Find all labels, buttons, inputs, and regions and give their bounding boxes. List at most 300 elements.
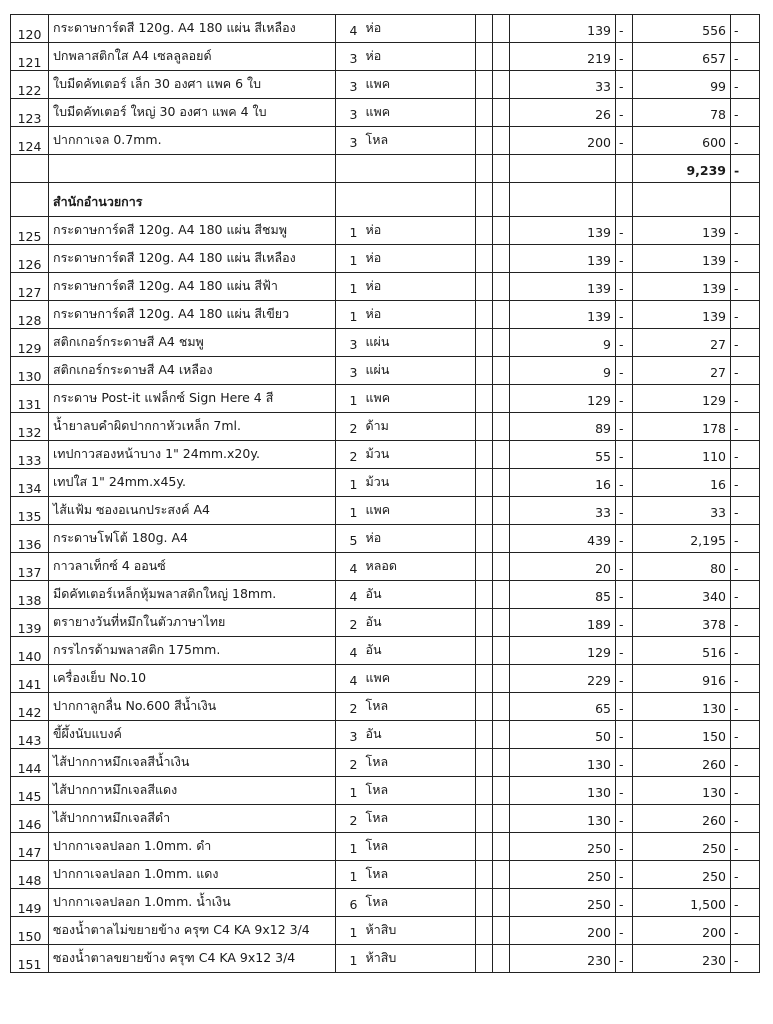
total-dash: - xyxy=(731,553,760,581)
item-description: กระดาษการ์ดสี 120g. A4 180 แผ่น สีชมพู xyxy=(49,217,336,245)
item-total: 27 xyxy=(633,357,731,385)
item-quantity: 1 xyxy=(336,469,364,497)
item-number: 132 xyxy=(11,413,49,441)
document-sheet xyxy=(10,14,760,973)
empty-cell xyxy=(493,665,510,693)
item-unit: ห้าสิบ xyxy=(364,945,476,973)
item-total: 139 xyxy=(633,301,731,329)
item-quantity: 3 xyxy=(336,357,364,385)
item-unit: ห่อ xyxy=(364,301,476,329)
empty-cell xyxy=(476,497,493,525)
item-unit: โหล xyxy=(364,749,476,777)
table-row xyxy=(11,721,760,749)
price-dash: - xyxy=(616,665,633,693)
item-unit-price: 139 xyxy=(510,245,616,273)
item-unit: ห้าสิบ xyxy=(364,917,476,945)
item-total: 139 xyxy=(633,245,731,273)
empty-cell xyxy=(476,665,493,693)
table-row xyxy=(11,329,760,357)
supply-table xyxy=(10,14,760,973)
item-quantity: 1 xyxy=(336,273,364,301)
item-total: 556 xyxy=(633,15,731,43)
total-dash: - xyxy=(731,413,760,441)
item-unit-price: 85 xyxy=(510,581,616,609)
item-total: 250 xyxy=(633,861,731,889)
item-description: เทปใส 1" 24mm.x45y. xyxy=(49,469,336,497)
item-description: น้ำยาลบคำผิดปากกาหัวเหล็ก 7ml. xyxy=(49,413,336,441)
section-title: สำนักอำนวยการ xyxy=(49,183,336,217)
item-unit: อัน xyxy=(364,637,476,665)
item-unit-price: 219 xyxy=(510,43,616,71)
empty-cell xyxy=(476,15,493,43)
table-row xyxy=(11,71,760,99)
total-dash: - xyxy=(731,273,760,301)
total-dash: - xyxy=(731,99,760,127)
item-quantity: 1 xyxy=(336,777,364,805)
item-quantity: 2 xyxy=(336,609,364,637)
item-description: ตรายางวันที่หมึกในตัวภาษาไทย xyxy=(49,609,336,637)
item-total: 80 xyxy=(633,553,731,581)
item-description: เครื่องเย็บ No.10 xyxy=(49,665,336,693)
price-dash: - xyxy=(616,777,633,805)
table-row xyxy=(11,861,760,889)
item-description: ซองน้ำตาลขยายข้าง ครุฑ C4 KA 9x12 3/4 xyxy=(49,945,336,973)
item-quantity: 3 xyxy=(336,721,364,749)
price-dash: - xyxy=(616,609,633,637)
item-quantity: 5 xyxy=(336,525,364,553)
item-unit-price: 33 xyxy=(510,71,616,99)
total-dash: - xyxy=(731,469,760,497)
item-number: 124 xyxy=(11,127,49,155)
item-unit-price: 230 xyxy=(510,945,616,973)
item-unit: ห่อ xyxy=(364,43,476,71)
empty-cell xyxy=(476,805,493,833)
item-quantity: 6 xyxy=(336,889,364,917)
item-unit-price: 16 xyxy=(510,469,616,497)
item-unit: ห่อ xyxy=(364,217,476,245)
price-dash: - xyxy=(616,721,633,749)
item-number: 121 xyxy=(11,43,49,71)
item-number: 147 xyxy=(11,833,49,861)
item-unit: แพค xyxy=(364,385,476,413)
empty-cell xyxy=(476,693,493,721)
item-unit-price: 200 xyxy=(510,917,616,945)
item-description: เทปกาวสองหน้าบาง 1" 24mm.x20y. xyxy=(49,441,336,469)
item-total: 139 xyxy=(633,217,731,245)
total-dash: - xyxy=(731,525,760,553)
item-unit: แผ่น xyxy=(364,329,476,357)
item-number: 137 xyxy=(11,553,49,581)
table-row xyxy=(11,581,760,609)
item-total: 340 xyxy=(633,581,731,609)
item-unit-price: 130 xyxy=(510,805,616,833)
item-description: ปากกาเจลปลอก 1.0mm. แดง xyxy=(49,861,336,889)
empty-cell xyxy=(476,945,493,973)
item-number: 127 xyxy=(11,273,49,301)
item-unit: โหล xyxy=(364,127,476,155)
price-dash: - xyxy=(616,273,633,301)
empty-cell xyxy=(493,329,510,357)
total-dash: - xyxy=(731,385,760,413)
item-quantity: 2 xyxy=(336,413,364,441)
item-quantity: 3 xyxy=(336,99,364,127)
item-description: ใบมีดคัทเตอร์ ใหญ่ 30 องศา แพค 4 ใบ xyxy=(49,99,336,127)
item-total: 130 xyxy=(633,693,731,721)
empty-cell xyxy=(476,833,493,861)
total-dash: - xyxy=(731,609,760,637)
item-total: 130 xyxy=(633,777,731,805)
item-number: 140 xyxy=(11,637,49,665)
price-dash: - xyxy=(616,497,633,525)
item-quantity: 2 xyxy=(336,805,364,833)
total-dash: - xyxy=(731,71,760,99)
item-description: ไส้แฟ้ม ซองอเนกประสงค์ A4 xyxy=(49,497,336,525)
table-row xyxy=(11,665,760,693)
table-row xyxy=(11,609,760,637)
total-dash: - xyxy=(731,127,760,155)
item-unit: แพค xyxy=(364,665,476,693)
item-description: ไส้ปากกาหมึกเจลสีดำ xyxy=(49,805,336,833)
empty-cell xyxy=(476,469,493,497)
empty-cell xyxy=(476,217,493,245)
empty-cell xyxy=(493,217,510,245)
price-dash: - xyxy=(616,385,633,413)
empty-cell xyxy=(493,127,510,155)
empty-cell xyxy=(476,71,493,99)
item-unit: ด้าม xyxy=(364,413,476,441)
item-description: ปากกาเจลปลอก 1.0mm. ดำ xyxy=(49,833,336,861)
item-total: 2,195 xyxy=(633,525,731,553)
item-quantity: 3 xyxy=(336,127,364,155)
item-unit-price: 250 xyxy=(510,889,616,917)
empty-cell xyxy=(476,889,493,917)
empty-cell xyxy=(493,441,510,469)
empty-cell xyxy=(493,301,510,329)
item-number: 151 xyxy=(11,945,49,973)
price-dash: - xyxy=(616,217,633,245)
item-unit: ห่อ xyxy=(364,273,476,301)
total-dash: - xyxy=(731,917,760,945)
total-dash: - xyxy=(731,245,760,273)
item-unit: อัน xyxy=(364,581,476,609)
item-quantity: 1 xyxy=(336,301,364,329)
item-number: 139 xyxy=(11,609,49,637)
empty-cell xyxy=(476,917,493,945)
total-dash: - xyxy=(731,497,760,525)
empty-cell xyxy=(493,861,510,889)
item-number: 149 xyxy=(11,889,49,917)
item-total: 178 xyxy=(633,413,731,441)
price-dash: - xyxy=(616,413,633,441)
total-dash: - xyxy=(731,637,760,665)
table-row xyxy=(11,497,760,525)
empty-cell xyxy=(476,553,493,581)
item-quantity: 1 xyxy=(336,217,364,245)
item-total: 150 xyxy=(633,721,731,749)
table-row xyxy=(11,637,760,665)
item-description: กระดาษการ์ดสี 120g. A4 180 แผ่น สีเหลือง xyxy=(49,15,336,43)
item-description: สติกเกอร์กระดาษสี A4 ชมพู xyxy=(49,329,336,357)
table-row xyxy=(11,217,760,245)
price-dash: - xyxy=(616,357,633,385)
item-unit-price: 65 xyxy=(510,693,616,721)
empty-cell xyxy=(476,273,493,301)
table-row xyxy=(11,525,760,553)
item-quantity: 1 xyxy=(336,497,364,525)
price-dash: - xyxy=(616,329,633,357)
item-total: 200 xyxy=(633,917,731,945)
empty-cell xyxy=(493,273,510,301)
item-unit-price: 139 xyxy=(510,273,616,301)
item-unit-price: 139 xyxy=(510,15,616,43)
item-quantity: 1 xyxy=(336,245,364,273)
empty-cell xyxy=(493,581,510,609)
item-description: กรรไกรด้ามพลาสติก 175mm. xyxy=(49,637,336,665)
total-dash: - xyxy=(731,693,760,721)
empty-cell xyxy=(493,469,510,497)
item-total: 250 xyxy=(633,833,731,861)
item-total: 516 xyxy=(633,637,731,665)
empty-cell xyxy=(476,721,493,749)
item-unit-price: 50 xyxy=(510,721,616,749)
table-row xyxy=(11,945,760,973)
table-row xyxy=(11,357,760,385)
item-unit-price: 26 xyxy=(510,99,616,127)
item-number: 126 xyxy=(11,245,49,273)
total-dash: - xyxy=(731,833,760,861)
item-quantity: 1 xyxy=(336,385,364,413)
item-unit-price: 250 xyxy=(510,833,616,861)
empty-cell xyxy=(476,609,493,637)
item-unit-price: 9 xyxy=(510,357,616,385)
price-dash: - xyxy=(616,127,633,155)
item-number: 133 xyxy=(11,441,49,469)
item-total: 600 xyxy=(633,127,731,155)
total-dash: - xyxy=(731,15,760,43)
item-unit-price: 20 xyxy=(510,553,616,581)
item-total: 916 xyxy=(633,665,731,693)
table-row xyxy=(11,833,760,861)
item-unit: แพค xyxy=(364,99,476,127)
item-total: 99 xyxy=(633,71,731,99)
empty-cell xyxy=(476,385,493,413)
item-quantity: 2 xyxy=(336,749,364,777)
table-row xyxy=(11,693,760,721)
item-description: ปากกาลูกลื่น No.600 สีน้ำเงิน xyxy=(49,693,336,721)
price-dash: - xyxy=(616,15,633,43)
item-number: 145 xyxy=(11,777,49,805)
table-row xyxy=(11,889,760,917)
price-dash: - xyxy=(616,861,633,889)
empty-cell xyxy=(493,525,510,553)
item-description: สติกเกอร์กระดาษสี A4 เหลือง xyxy=(49,357,336,385)
price-dash: - xyxy=(616,805,633,833)
table-row xyxy=(11,469,760,497)
item-quantity: 3 xyxy=(336,43,364,71)
item-number: 131 xyxy=(11,385,49,413)
empty-cell xyxy=(493,805,510,833)
item-number: 123 xyxy=(11,99,49,127)
item-total: 260 xyxy=(633,749,731,777)
item-number: 134 xyxy=(11,469,49,497)
total-dash: - xyxy=(731,217,760,245)
item-number: 150 xyxy=(11,917,49,945)
total-dash: - xyxy=(731,665,760,693)
item-number: 122 xyxy=(11,71,49,99)
price-dash: - xyxy=(616,245,633,273)
empty-cell xyxy=(493,945,510,973)
empty-cell xyxy=(493,99,510,127)
item-quantity: 1 xyxy=(336,945,364,973)
table-row xyxy=(11,127,760,155)
empty-cell xyxy=(476,413,493,441)
table-row xyxy=(11,917,760,945)
item-quantity: 2 xyxy=(336,441,364,469)
item-unit: โหล xyxy=(364,777,476,805)
item-unit: อัน xyxy=(364,609,476,637)
item-description: ซองน้ำตาลไม่ขยายข้าง ครุฑ C4 KA 9x12 3/4 xyxy=(49,917,336,945)
item-unit-price: 189 xyxy=(510,609,616,637)
item-quantity: 3 xyxy=(336,329,364,357)
empty-cell xyxy=(493,385,510,413)
item-number: 143 xyxy=(11,721,49,749)
subtotal-value: 9,239 xyxy=(633,155,731,183)
item-unit: ห่อ xyxy=(364,245,476,273)
table-row xyxy=(11,273,760,301)
item-number: 146 xyxy=(11,805,49,833)
total-dash: - xyxy=(731,945,760,973)
item-total: 657 xyxy=(633,43,731,71)
price-dash: - xyxy=(616,581,633,609)
empty-cell xyxy=(493,777,510,805)
item-quantity: 4 xyxy=(336,665,364,693)
table-row xyxy=(11,245,760,273)
item-unit: ห่อ xyxy=(364,525,476,553)
item-unit-price: 129 xyxy=(510,385,616,413)
empty-cell xyxy=(493,15,510,43)
price-dash: - xyxy=(616,71,633,99)
item-unit: โหล xyxy=(364,833,476,861)
empty-cell xyxy=(493,693,510,721)
total-dash: - xyxy=(731,749,760,777)
item-description: กระดาษการ์ดสี 120g. A4 180 แผ่น สีเขียว xyxy=(49,301,336,329)
price-dash: - xyxy=(616,889,633,917)
price-dash: - xyxy=(616,945,633,973)
section-heading-row xyxy=(11,183,760,217)
item-number: 130 xyxy=(11,357,49,385)
item-description: กระดาษการ์ดสี 120g. A4 180 แผ่น สีเหลือง xyxy=(49,245,336,273)
table-row xyxy=(11,441,760,469)
item-unit-price: 439 xyxy=(510,525,616,553)
item-unit: โหล xyxy=(364,693,476,721)
subtotal-section xyxy=(11,155,760,217)
empty-cell xyxy=(493,609,510,637)
price-dash: - xyxy=(616,43,633,71)
table-row xyxy=(11,385,760,413)
item-total: 78 xyxy=(633,99,731,127)
item-unit-price: 250 xyxy=(510,861,616,889)
total-dash: - xyxy=(731,43,760,71)
item-unit: แพค xyxy=(364,497,476,525)
item-number: 138 xyxy=(11,581,49,609)
item-unit: อัน xyxy=(364,721,476,749)
empty-cell xyxy=(493,357,510,385)
empty-cell xyxy=(476,245,493,273)
item-total: 230 xyxy=(633,945,731,973)
table-row xyxy=(11,413,760,441)
empty-cell xyxy=(476,637,493,665)
item-unit-price: 55 xyxy=(510,441,616,469)
item-quantity: 4 xyxy=(336,15,364,43)
item-description: มีดคัทเตอร์เหล็กหุ้มพลาสติกใหญ่ 18mm. xyxy=(49,581,336,609)
empty-cell xyxy=(493,71,510,99)
item-unit: ม้วน xyxy=(364,469,476,497)
item-total: 129 xyxy=(633,385,731,413)
empty-cell xyxy=(493,721,510,749)
item-number: 128 xyxy=(11,301,49,329)
price-dash: - xyxy=(616,525,633,553)
item-total: 16 xyxy=(633,469,731,497)
item-number: 120 xyxy=(11,15,49,43)
empty-cell xyxy=(476,861,493,889)
empty-cell xyxy=(476,525,493,553)
item-unit-price: 129 xyxy=(510,637,616,665)
total-dash: - xyxy=(731,805,760,833)
item-number: 125 xyxy=(11,217,49,245)
price-dash: - xyxy=(616,693,633,721)
item-quantity: 4 xyxy=(336,581,364,609)
price-dash: - xyxy=(616,441,633,469)
item-total: 110 xyxy=(633,441,731,469)
empty-cell xyxy=(493,637,510,665)
total-dash: - xyxy=(731,581,760,609)
item-number: 129 xyxy=(11,329,49,357)
price-dash: - xyxy=(616,99,633,127)
total-dash: - xyxy=(731,721,760,749)
table-body-top xyxy=(11,15,760,155)
item-unit: หลอด xyxy=(364,553,476,581)
item-unit: ห่อ xyxy=(364,15,476,43)
item-quantity: 4 xyxy=(336,637,364,665)
item-unit: แผ่น xyxy=(364,357,476,385)
empty-cell xyxy=(476,99,493,127)
empty-cell xyxy=(476,43,493,71)
total-dash: - xyxy=(731,777,760,805)
item-unit: ม้วน xyxy=(364,441,476,469)
item-description: ปากกาเจลปลอก 1.0mm. น้ำเงิน xyxy=(49,889,336,917)
item-quantity: 1 xyxy=(336,861,364,889)
item-total: 33 xyxy=(633,497,731,525)
empty-cell xyxy=(493,889,510,917)
item-description: ขี้ผึ้งนับแบงค์ xyxy=(49,721,336,749)
item-unit-price: 9 xyxy=(510,329,616,357)
total-dash: - xyxy=(731,301,760,329)
table-row xyxy=(11,99,760,127)
item-total: 139 xyxy=(633,273,731,301)
total-dash: - xyxy=(731,889,760,917)
item-description: ไส้ปากกาหมึกเจลสีน้ำเงิน xyxy=(49,749,336,777)
total-dash: - xyxy=(731,861,760,889)
item-number: 148 xyxy=(11,861,49,889)
item-unit-price: 130 xyxy=(510,777,616,805)
item-description: กระดาษการ์ดสี 120g. A4 180 แผ่น สีฟ้า xyxy=(49,273,336,301)
item-quantity: 1 xyxy=(336,833,364,861)
item-quantity: 2 xyxy=(336,693,364,721)
empty-cell xyxy=(493,43,510,71)
item-total: 260 xyxy=(633,805,731,833)
empty-cell xyxy=(476,749,493,777)
item-total: 27 xyxy=(633,329,731,357)
